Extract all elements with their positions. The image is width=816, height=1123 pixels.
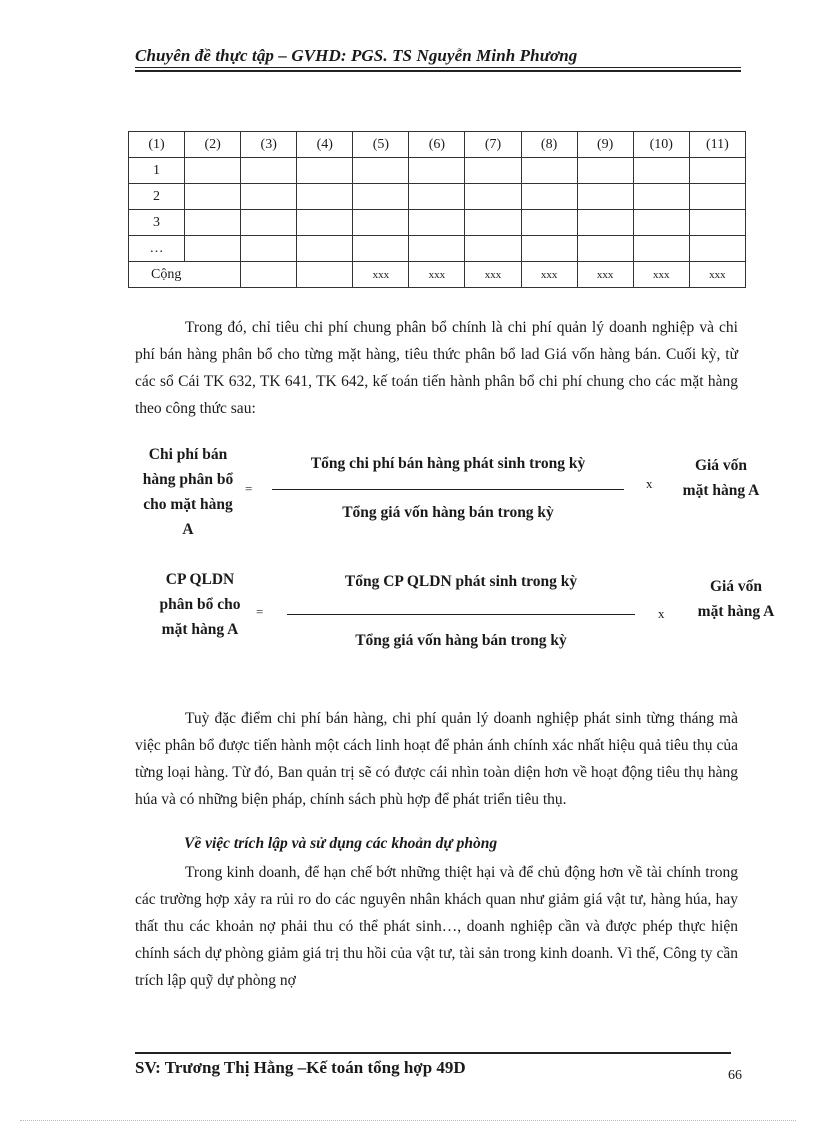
table-cell bbox=[521, 158, 577, 184]
paragraph-text: Trong kinh doanh, để hạn chế bớt những thiệt hại và để chủ động hơn về tài chính trong các trường hợp xảy ra rủi ro do các nguyên nhân khách quan như giảm giá vật tư, hàng húa, hay thất thu các khoản nợ phải thu có thể phát sinh…, doanh nghiệp cần và được phép thực hiện chính sách dự phòng giảm giá trị thu hồi của vật tư, tài sản trong kinh doanh. Vì thế, Công ty cần trích lập quỹ dự phòng nợ bbox=[135, 864, 738, 989]
page-number: 66 bbox=[728, 1068, 742, 1083]
table-cell bbox=[241, 262, 297, 288]
table-cell bbox=[241, 210, 297, 236]
table-cell bbox=[409, 158, 465, 184]
table-cell bbox=[297, 236, 353, 262]
formula1-numerator: Tổng chi phí bán hàng phát sinh trong kỳ bbox=[310, 455, 586, 472]
formula2-numerator: Tổng CP QLDN phát sinh trong kỳ bbox=[344, 573, 578, 590]
table-row bbox=[129, 236, 746, 262]
allocation-table bbox=[128, 131, 746, 288]
table-cell bbox=[185, 158, 241, 184]
table-header-cell: (2) bbox=[185, 132, 241, 158]
table-row bbox=[129, 184, 746, 210]
formula2-denominator: Tổng giá vốn hàng bán trong kỳ bbox=[355, 632, 567, 649]
section-heading: Về việc trích lập và sử dụng các khoản dự phòng bbox=[184, 835, 498, 852]
formula2-equals: = bbox=[256, 604, 264, 619]
table-cell bbox=[633, 210, 689, 236]
table-cell bbox=[409, 184, 465, 210]
table-header-cell: (3) bbox=[241, 132, 297, 158]
table-cell bbox=[297, 262, 353, 288]
table-cell bbox=[465, 236, 521, 262]
table-cell bbox=[353, 236, 409, 262]
table-cell bbox=[241, 158, 297, 184]
table-cell: 3 bbox=[129, 210, 185, 236]
table-cell bbox=[241, 236, 297, 262]
table-cell bbox=[353, 184, 409, 210]
total-cell: xxx bbox=[521, 262, 577, 288]
footer-rule bbox=[135, 1052, 731, 1054]
table-cell: 1 bbox=[129, 158, 185, 184]
formula2-times: x bbox=[658, 606, 665, 621]
table-header-cell: (7) bbox=[465, 132, 521, 158]
table-cell bbox=[689, 236, 745, 262]
page-header-title: Chuyên đề thực tập – GVHD: PGS. TS Nguyễn Minh Phương bbox=[135, 46, 578, 65]
table-cell bbox=[521, 236, 577, 262]
table-cell bbox=[297, 158, 353, 184]
table-header-cell: (11) bbox=[689, 132, 745, 158]
table-header-cell: (5) bbox=[353, 132, 409, 158]
table-cell bbox=[633, 184, 689, 210]
paragraph-text: Tuỳ đặc điểm chi phí bán hàng, chi phí quản lý doanh nghiệp phát sinh từng tháng mà việc phân bổ được tiến hành một cách linh hoạt để phản ánh chính xác nhất hiệu quả tiêu thụ của từng loại hàng. Từ đó, Ban quản trị sẽ có được cái nhìn toàn diện hơn về hoạt động tiêu thụ hàng húa và có những biện pháp, chính sách phù hợp để phát triển tiêu thụ. bbox=[135, 710, 738, 808]
formula2-right-label: Giá vốn mặt hàng A bbox=[697, 578, 775, 620]
table-cell bbox=[577, 158, 633, 184]
table-cell: … bbox=[129, 236, 185, 262]
table-row bbox=[129, 158, 746, 184]
table-cell bbox=[353, 158, 409, 184]
table-cell bbox=[689, 158, 745, 184]
table-total-row bbox=[129, 262, 746, 288]
table-cell bbox=[297, 184, 353, 210]
formula1-left-label: Chi phí bán hàng phân bổ cho mặt hàng A bbox=[142, 446, 234, 538]
table-header-row bbox=[129, 132, 746, 158]
header-rule-thick bbox=[135, 70, 741, 72]
table-header-cell: (4) bbox=[297, 132, 353, 158]
table-header-cell: (6) bbox=[409, 132, 465, 158]
total-label: Cộng bbox=[129, 262, 241, 288]
table-cell bbox=[465, 158, 521, 184]
table-cell bbox=[465, 184, 521, 210]
table-cell bbox=[353, 210, 409, 236]
table-header-cell: (10) bbox=[633, 132, 689, 158]
table-header-cell: (9) bbox=[577, 132, 633, 158]
paragraph-provisions bbox=[135, 859, 738, 994]
formula1-denominator: Tổng giá vốn hàng bán trong kỳ bbox=[342, 504, 554, 521]
paragraph-text: Trong đó, chỉ tiêu chi phí chung phân bổ chính là chi phí quản lý doanh nghiệp và chi phí bán hàng phân bổ cho từng mặt hàng, tiêu thức phân bổ lad Giá vốn hàng bán. Cuối kỳ, từ các sổ Cái TK 632, TK 641, TK 642, kế toán tiến hành phân bổ chi phí chung cho các mặt hàng theo công thức sau: bbox=[135, 319, 738, 417]
table-cell bbox=[577, 236, 633, 262]
table-cell bbox=[577, 184, 633, 210]
table-cell bbox=[185, 236, 241, 262]
table-cell bbox=[633, 158, 689, 184]
table-row bbox=[129, 210, 746, 236]
table-cell bbox=[241, 184, 297, 210]
page-bottom-border bbox=[20, 1120, 796, 1121]
table-cell bbox=[577, 210, 633, 236]
formula1-right-label: Giá vốn mặt hàng A bbox=[682, 457, 760, 499]
table-cell bbox=[409, 210, 465, 236]
table-cell bbox=[521, 184, 577, 210]
table-cell bbox=[185, 210, 241, 236]
table-cell bbox=[633, 236, 689, 262]
formula1-fraction-line bbox=[272, 489, 624, 490]
paragraph-allocation-flexibility bbox=[135, 705, 738, 813]
formula2-fraction-line bbox=[287, 614, 635, 615]
table-cell: 2 bbox=[129, 184, 185, 210]
table-cell bbox=[689, 184, 745, 210]
table-cell bbox=[409, 236, 465, 262]
footer-student: SV: Trương Thị Hằng –Kế toán tổng hợp 49D bbox=[135, 1058, 466, 1077]
total-cell: xxx bbox=[353, 262, 409, 288]
total-cell: xxx bbox=[409, 262, 465, 288]
table-cell bbox=[297, 210, 353, 236]
total-cell: xxx bbox=[689, 262, 745, 288]
table-cell bbox=[689, 210, 745, 236]
total-cell: xxx bbox=[577, 262, 633, 288]
table-cell bbox=[521, 210, 577, 236]
total-cell: xxx bbox=[633, 262, 689, 288]
header-rule bbox=[135, 67, 741, 68]
table-header-cell: (1) bbox=[129, 132, 185, 158]
formula2-left-label: CP QLDN phân bổ cho mặt hàng A bbox=[159, 571, 241, 638]
table-cell bbox=[465, 210, 521, 236]
table-header-cell: (8) bbox=[521, 132, 577, 158]
total-cell: xxx bbox=[465, 262, 521, 288]
formula1-times: x bbox=[646, 476, 653, 491]
paragraph-allocation-intro bbox=[135, 314, 738, 422]
table-cell bbox=[185, 184, 241, 210]
formula1-equals: = bbox=[245, 481, 253, 496]
